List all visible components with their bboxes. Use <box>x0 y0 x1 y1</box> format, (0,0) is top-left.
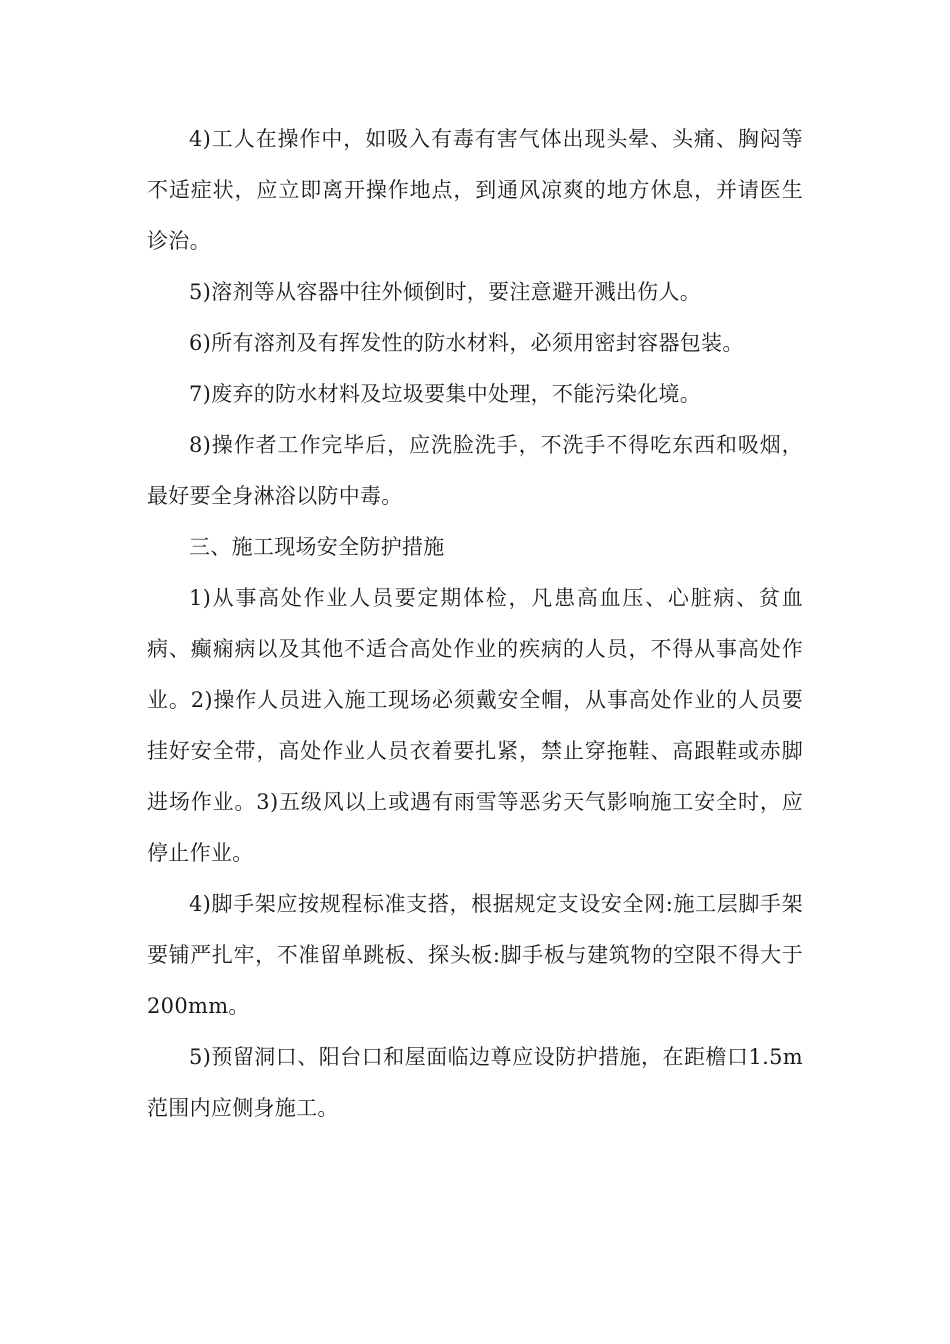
paragraph-item-5-openings: 5)预留洞口、阳台口和屋面临边尊应设防护措施，在距檐口1.5m范围内应侧身施工。 <box>147 1045 803 1120</box>
paragraph-item-4-scaffolding: 4)脚手架应按规程标准支搭，根据规定支设安全网:施工层脚手架要铺严扎牢，不准留单跳板、探头板:脚手板与建筑物的空限不得大于200mm。 <box>147 892 803 1018</box>
paragraph-item-7-waste-disposal: 7)废弃的防水材料及垃圾要集中处理，不能污染化境。 <box>189 382 702 406</box>
paragraph-item-4-toxic-gas: 4)工人在操作中，如吸入有毒有害气体出现头晕、头痛、胸闷等不适症状，应立即离开操作地点，到通风凉爽的地方休息，并请医生诊治。 <box>147 127 803 253</box>
paragraph-item-6-sealed-containers: 6)所有溶剂及有挥发性的防水材料，必须用密封容器包装。 <box>189 331 744 355</box>
section-heading: 三、施工现场安全防护措施 <box>189 535 445 559</box>
paragraph-item-5-solvent-pouring: 5)溶剂等从容器中往外倾倒时，要注意避开溅出伤人。 <box>189 280 702 304</box>
paragraph-item-8-washing: 8)操作者工作完毕后，应洗脸洗手，不洗手不得吃东西和吸烟，最好要全身淋浴以防中毒。 <box>147 433 803 508</box>
document-body <box>147 114 803 1134</box>
paragraph-items-1-3-high-work: 1)从事高处作业人员要定期体检，凡患高血压、心脏病、贫血病、癫痫病以及其他不适合高处作业的疾病的人员，不得从事高处作业。2)操作人员进入施工现场必须戴安全帽，从事高处作业的人员要挂好安全带，高处作业人员衣着要扎紧，禁止穿拖鞋、高跟鞋或赤脚进场作业。3)五级风以上或遇有雨雪等恶劣天气影响施工安全时，应停止作业。 <box>147 586 803 865</box>
